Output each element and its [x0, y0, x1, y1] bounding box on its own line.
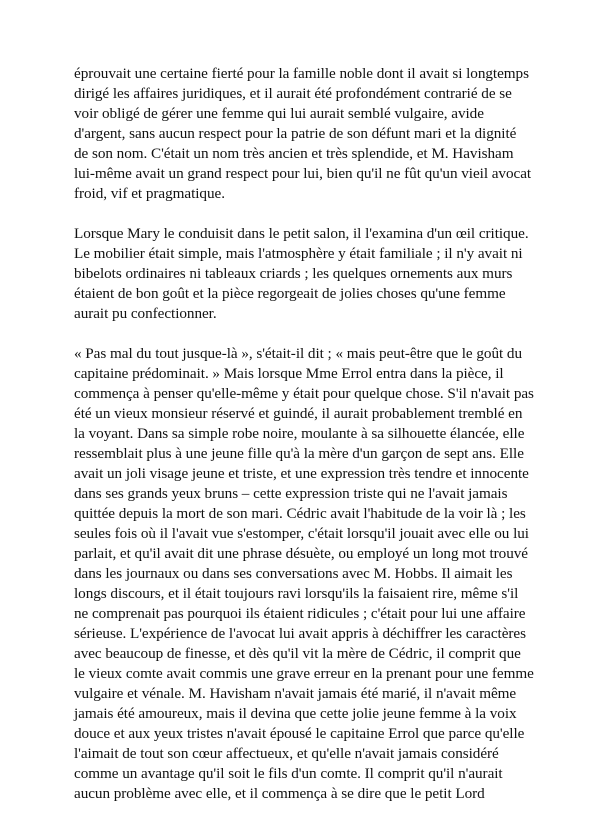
- text-line: éprouvait une certaine fierté pour la famille noble dont il avait si longtemps: [74, 65, 529, 82]
- text-line: capitaine prédominait. » Mais lorsque Mme Errol entra dans la pièce, il: [74, 365, 504, 382]
- text-line: ressemblait plus à une jeune fille qu'à la mère d'un garçon de sept ans. Elle: [74, 445, 524, 462]
- text-line: avec beaucoup de finesse, et dès qu'il vit la mère de Cédric, il comprit que: [74, 645, 521, 662]
- text-line: dirigé les affaires juridiques, et il aurait été profondément contrarié de se: [74, 85, 512, 102]
- text-line: Lorsque Mary le conduisit dans le petit salon, il l'examina d'un œil critique.: [74, 225, 529, 242]
- text-line: bibelots ordinaires ni tableaux criards ; les quelques ornements aux murs: [74, 265, 513, 282]
- text-line: jamais été amoureux, mais il devina que cette jolie jeune femme à la voix: [74, 705, 517, 722]
- text-line: « Pas mal du tout jusque-là », s'était-il dit ; « mais peut-être que le goût du: [74, 345, 522, 362]
- text-line: comme un avantage qu'il soit le fils d'un comte. Il comprit qu'il n'aurait: [74, 765, 503, 782]
- document-page: [74, 64, 556, 824]
- paragraph: [74, 344, 556, 804]
- text-line: Le mobilier était simple, mais l'atmosphère y était familiale ; il n'y avait ni: [74, 245, 523, 262]
- text-line: la voyant. Dans sa simple robe noire, moulante à sa silhouette élancée, elle: [74, 425, 525, 442]
- text-line: de son nom. C'était un nom très ancien et très splendide, et M. Havisham: [74, 145, 514, 162]
- text-line: l'aimait de tout son cœur affectueux, et qu'elle n'avait jamais considéré: [74, 745, 499, 762]
- text-line: le vieux comte avait commis une grave erreur en la prenant pour une femme: [74, 665, 534, 682]
- text-line: voir obligé de gérer une femme qui lui aurait semblé vulgaire, avide: [74, 105, 484, 122]
- text-line: aucun problème avec elle, et il commença à se dire que le petit Lord: [74, 785, 485, 802]
- text-line: commença à penser qu'elle-même y était pour quelque chose. S'il n'avait pas: [74, 385, 534, 402]
- text-line: aurait pu confectionner.: [74, 305, 217, 322]
- text-line: dans les journaux ou dans ses conversations avec M. Hobbs. Il aimait les: [74, 565, 513, 582]
- text-line: ne comprenait pas pourquoi ils étaient ridicules ; c'était pour lui une affaire: [74, 605, 526, 622]
- text-line: quittée depuis la mort de son mari. Cédric avait l'habitude de la voir là ; les: [74, 505, 526, 522]
- text-line: seules fois où il l'avait vue s'estomper, c'était lorsqu'il jouait avec elle ou lui: [74, 525, 529, 542]
- text-line: lui-même avait un grand respect pour lui, bien qu'il ne fût qu'un vieil avocat: [74, 165, 532, 182]
- text-line: été un vieux monsieur réservé et guindé, il aurait probablement tremblé en: [74, 405, 523, 422]
- paragraph: [74, 224, 556, 324]
- text-line: parlait, et qu'il avait dit une phrase désuète, ou employé un long mot trouvé: [74, 545, 528, 562]
- text-line: étaient de bon goût et la pièce regorgeait de jolies choses qu'une femme: [74, 285, 506, 302]
- text-line: longs discours, et il était toujours ravi lorsqu'ils la faisaient rire, même s'il: [74, 585, 519, 602]
- text-line: dans ses grands yeux bruns – cette expression triste qui ne l'avait jamais: [74, 485, 508, 502]
- text-line: froid, vif et pragmatique.: [74, 185, 225, 202]
- text-line: douce et aux yeux tristes n'avait épousé le capitaine Errol que parce qu'elle: [74, 725, 525, 742]
- text-line: d'argent, sans aucun respect pour la patrie de son défunt mari et la dignité: [74, 125, 517, 142]
- paragraph: [74, 64, 556, 204]
- text-line: vulgaire et vénale. M. Havisham n'avait jamais été marié, il n'avait même: [74, 685, 517, 702]
- text-line: sérieuse. L'expérience de l'avocat lui avait appris à déchiffrer les caractères: [74, 625, 526, 642]
- text-line: avait un joli visage jeune et triste, et une expression très tendre et innocente: [74, 465, 529, 482]
